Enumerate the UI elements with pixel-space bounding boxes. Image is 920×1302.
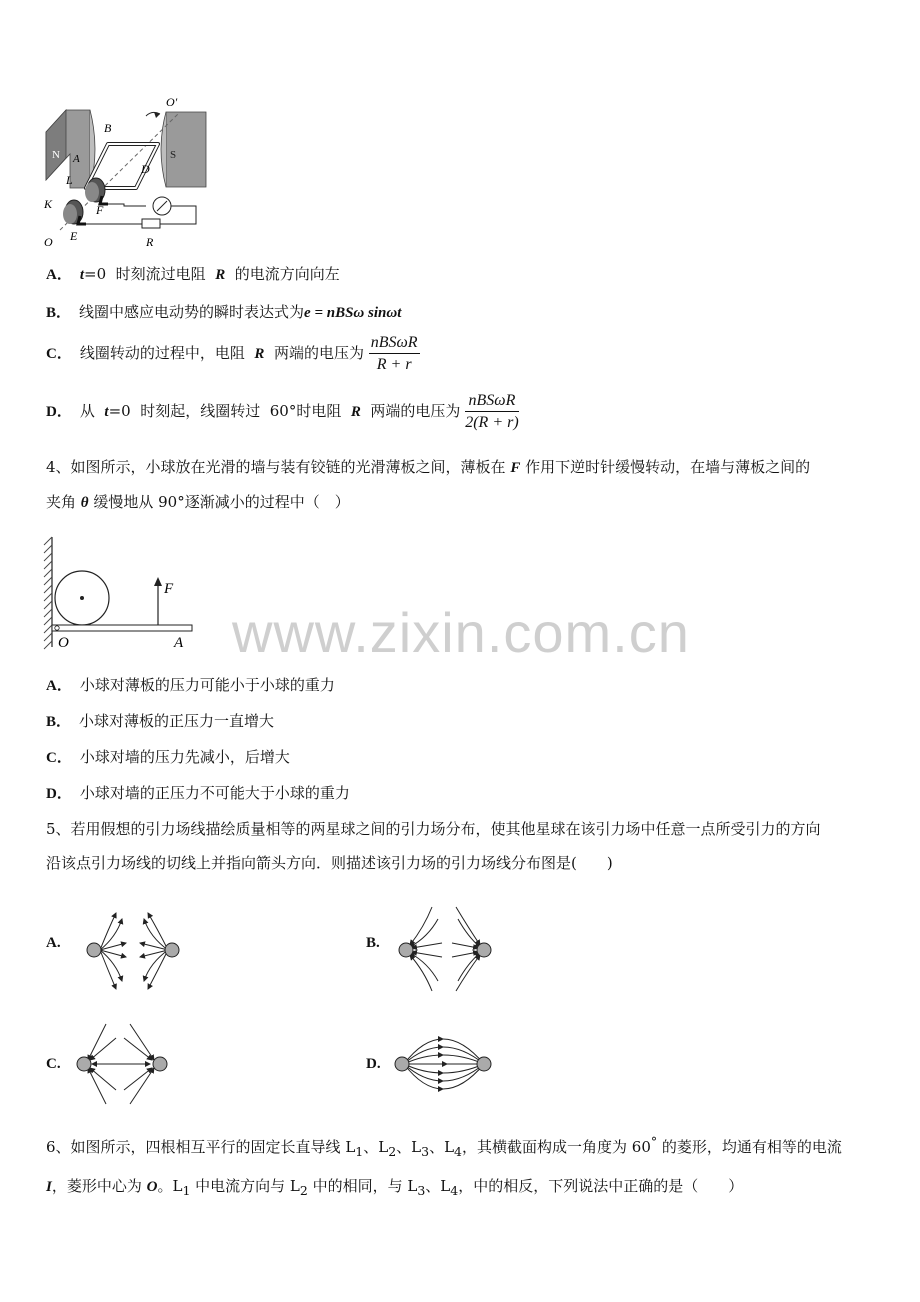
field-diagram-c [72,1020,182,1110]
ball-board-figure [40,535,200,655]
label-s: S [170,149,177,161]
field-diagram-a [78,905,188,995]
label-f: F [96,203,104,217]
q4-option-d[interactable]: D． 小球对墙的正压力不可能大于小球的重力 [46,784,350,802]
label-n: N [52,149,60,161]
label-force-f: F [164,581,174,597]
q3-option-b[interactable]: B． 线圈中感应电动势的瞬时表达式为e = nBSω sinωt [46,303,402,321]
q4-option-a[interactable]: A． 小球对薄板的压力可能小于小球的重力 [46,676,335,694]
q5-option-c[interactable]: C. [46,1056,61,1072]
label-o-prime: O′ [166,95,178,109]
label-d: D [141,162,150,176]
field-diagram-d [392,1020,502,1110]
q5-option-a[interactable]: A. [46,935,61,951]
label-l: L [66,173,73,187]
q4-option-c[interactable]: C． 小球对墙的压力先减小，后增大 [46,748,290,766]
q4-stem: 4、如图所示，小球放在光滑的墙与装有铰链的光滑薄板之间，薄板在 F 作用下逆时针缓慢转动，在墙与薄板之间的 夹角 θ 缓慢地从 90°逐渐减小的过程中（ ） [46,458,811,511]
label-o: O [44,235,53,249]
q4-option-b[interactable]: B． 小球对薄板的正压力一直增大 [46,712,275,730]
voltage-fraction-d: $\frac{\text{nBSωR}}{2(R + r)}$ [465,391,519,431]
label-k: K [44,197,53,211]
q3-option-a[interactable]: A． t=0 时刻流过电阻 R 的电流方向向左 [46,265,340,283]
generator-figure [38,92,213,252]
label-b: B [104,121,112,135]
q3-option-d[interactable]: D． 从 t=0 时刻起，线圈转过 60°时电阻 R 两端的电压为 $\frac{\text{nBSωR}}{2(R + r)}$ [46,388,519,435]
label-e: E [70,229,78,243]
voltage-fraction-c: $\frac{\text{nBSωR}}{R + r}$ [370,333,418,373]
label-hinge-o: O [58,635,69,651]
field-diagram-b [394,905,504,995]
label-end-a: A [174,635,184,651]
label-r: R [146,235,154,249]
label-a: A [73,153,80,165]
q5-option-b[interactable]: B. [366,935,380,951]
q5-option-d[interactable]: D. [366,1056,381,1072]
q5-stem: 5、若用假想的引力场线描绘质量相等的两星球之间的引力场分布，使其他星球在该引力场中任意一点所受引力的方向 沿该点引力场线的切线上并指向箭头方向．则描述该引力场的引力场线分布图是( ) [46,820,821,872]
q6-stem: 6、如图所示，四根相互平行的固定长直导线 $L_1$、$L_2$、$L_3$、$L_4$，其横截面构成一角度为 60° 的菱形，均通有相等的电流 I，菱形中心为 O。$L_1$ 中电流方向与 $L_2$ 中的相同，与 $L_3$、$L_4$，中的相反，下列说法中正确的是（ ） [46,1134,842,1198]
q3-option-c[interactable]: C． 线圈转动的过程中，电阻 R 两端的电压为 $\frac{\text{nBSωR}}{R + r}$ [46,330,420,377]
emf-formula: e = nBSω sinωt [304,305,402,321]
watermark: www.zixin.com.cn [232,601,690,664]
